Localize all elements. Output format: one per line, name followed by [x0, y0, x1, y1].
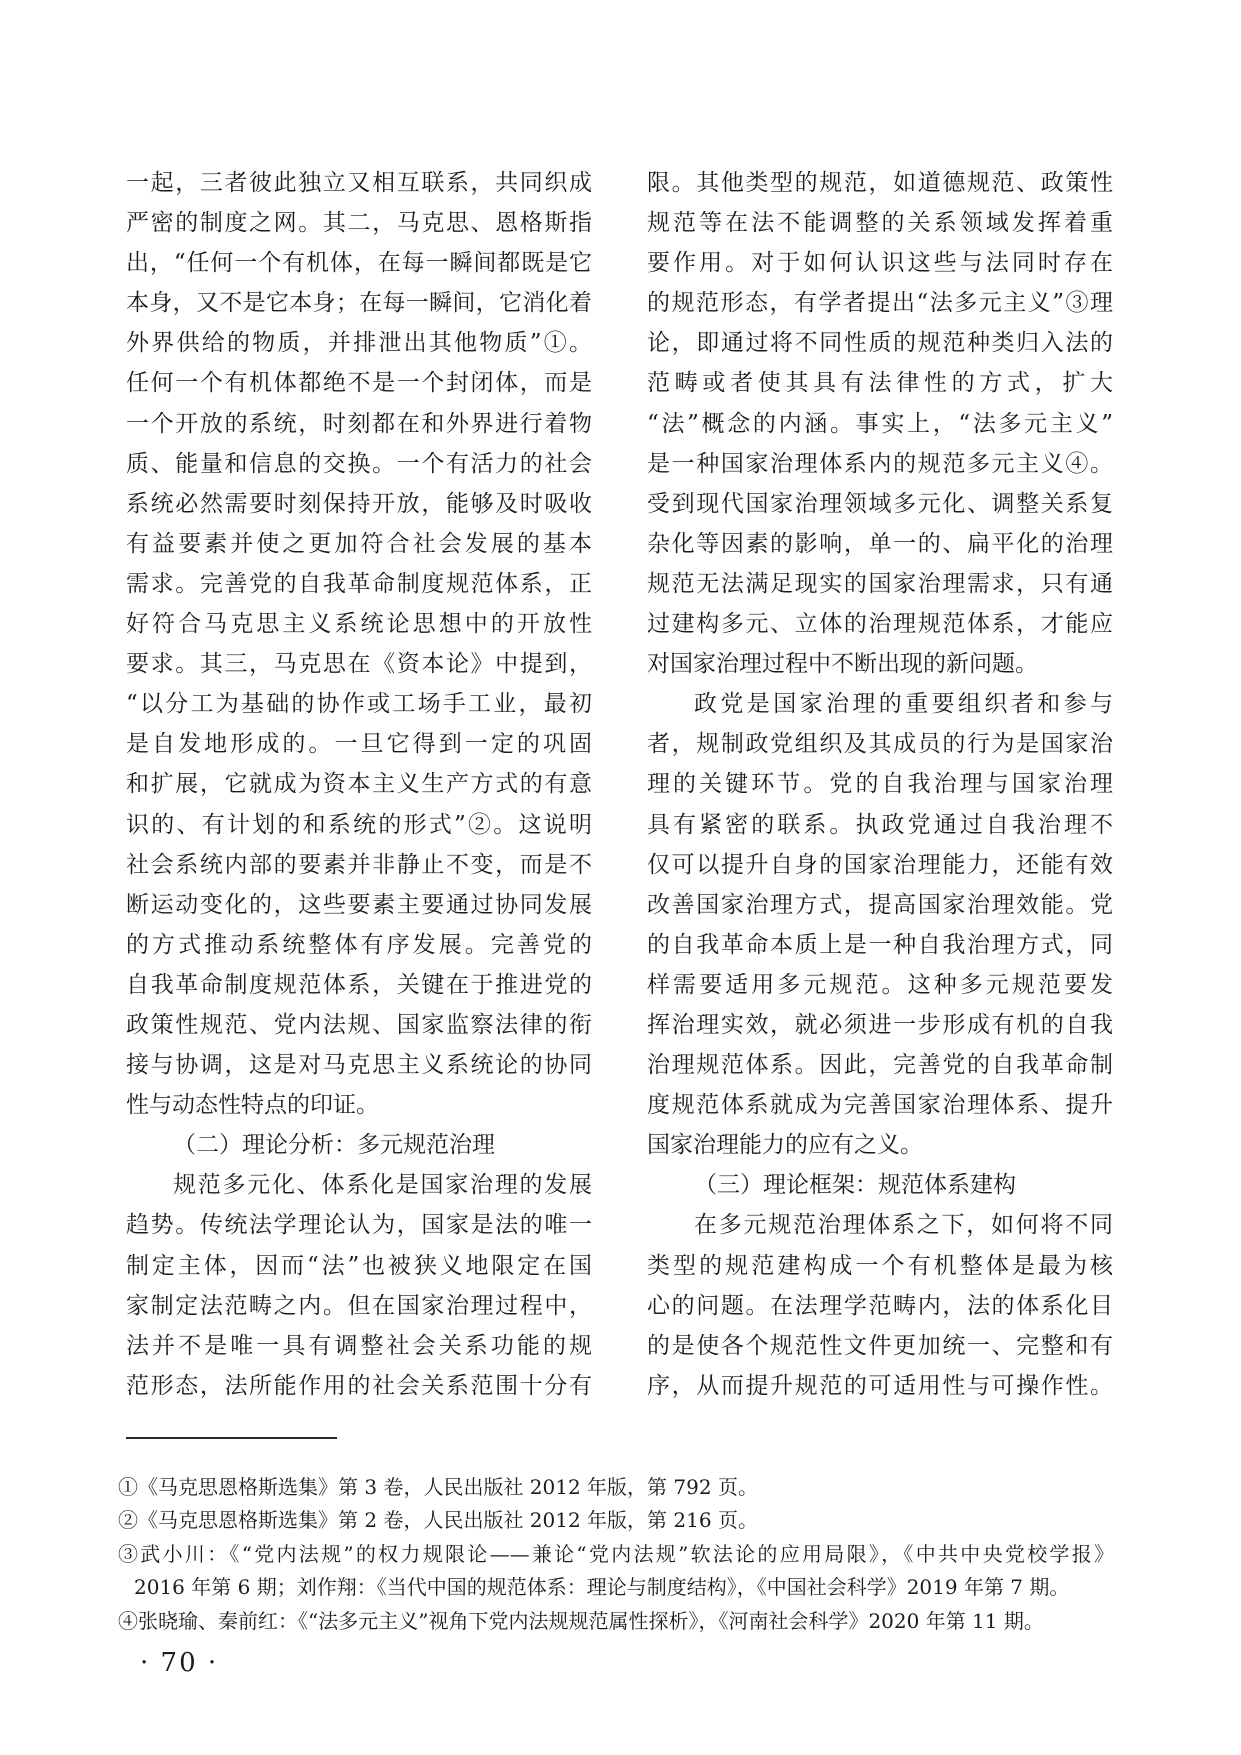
body-text-line: 受到现代国家治理领域多元化、调整关系复 [647, 490, 1113, 517]
body-text-line: 仅可以提升自身的国家治理能力，还能有效 [647, 851, 1113, 878]
body-text-line: 具有紧密的联系。执政党通过自我治理不 [647, 811, 1113, 838]
body-text-line: 类型的规范建构成一个有机整体是最为核 [647, 1252, 1113, 1279]
body-text-line: 范形态，法所能作用的社会关系范围十分有 [126, 1372, 592, 1399]
body-text-line: 有益要素并使之更加符合社会发展的基本 [126, 530, 592, 557]
body-text-line: 的自我革命本质上是一种自我治理方式，同 [647, 931, 1113, 958]
body-text-line: 政党是国家治理的重要组织者和参与 [694, 691, 1113, 718]
body-text-line: 出，“任何一个有机体，在每一瞬间都既是它 [126, 250, 592, 277]
page-number: · 70 · [140, 1648, 219, 1678]
body-text-line: （三）理论框架：规范体系建构 [694, 1172, 1016, 1199]
text-columns [126, 163, 1113, 1406]
footnotes-block [118, 1471, 1114, 1638]
body-text-line: 杂化等因素的影响，单一的、扁平化的治理 [647, 530, 1113, 557]
body-text-line: 和扩展，它就成为资本主义生产方式的有意 [126, 771, 592, 798]
body-text-line: 序，从而提升规范的可适用性与可操作性。 [647, 1372, 1113, 1399]
footnote-line: 2016 年第 6 期；刘作翔：《当代中国的规范体系：理论与制度结构》，《中国社会科学》2019 年第 7 期。 [134, 1575, 1070, 1600]
body-text-line: 度规范体系就成为完善国家治理体系、提升 [647, 1092, 1113, 1119]
body-text-line: 者，规制政党组织及其成员的行为是国家治 [647, 731, 1113, 758]
body-text-line: 一个开放的系统，时刻都在和外界进行着物 [126, 410, 592, 437]
body-text-line: 的规范形态，有学者提出“法多元主义”③理 [647, 290, 1113, 317]
body-text-line: 治理规范体系。因此，完善党的自我革命制 [647, 1052, 1113, 1079]
body-text-line: 趋势。传统法学理论认为，国家是法的唯一 [126, 1212, 592, 1239]
body-text-line: 识的、有计划的和系统的形式”②。这说明 [126, 811, 592, 838]
body-text-line: 样需要适用多元规范。这种多元规范要发 [647, 971, 1113, 998]
body-text-line: 的方式推动系统整体有序发展。完善党的 [126, 931, 592, 958]
body-text-line: 理的关键环节。党的自我治理与国家治理 [647, 771, 1113, 798]
body-text-line: 本身，又不是它本身；在每一瞬间，它消化着 [126, 290, 592, 317]
body-text-line: 外界供给的物质，并排泄出其他物质”①。 [126, 330, 592, 357]
body-text-line: 政策性规范、党内法规、国家监察法律的衔 [126, 1011, 592, 1038]
footnote-separator-rule [126, 1437, 337, 1439]
body-text-line: 规范等在法不能调整的关系领域发挥着重 [647, 210, 1113, 237]
body-text-line: 性与动态性特点的印证。 [126, 1092, 379, 1119]
body-text-line: 对国家治理过程中不断出现的新问题。 [647, 651, 1038, 678]
body-text-line: 要求。其三，马克思在《资本论》中提到， [126, 651, 592, 678]
body-text-line: 自我革命制度规范体系，关键在于推进党的 [126, 971, 592, 998]
body-text-line: 系统必然需要时刻保持开放，能够及时吸收 [126, 490, 592, 517]
body-text-line: 规范多元化、体系化是国家治理的发展 [173, 1172, 592, 1199]
body-text-line: 一起，三者彼此独立又相互联系，共同织成 [126, 170, 592, 196]
footnote-line: ①《马克思恩格斯选集》第 3 卷，人民出版社 2012 年版，第 792 页。 [118, 1475, 758, 1499]
body-text-line: 的是使各个规范性文件更加统一、完整和有 [647, 1332, 1113, 1359]
body-text-line: 需求。完善党的自我革命制度规范体系，正 [126, 570, 592, 597]
body-text-line: 限。其他类型的规范，如道德规范、政策性 [647, 170, 1113, 196]
body-text-line: “以分工为基础的协作或工场手工业，最初 [126, 691, 592, 718]
body-text-line: 改善国家治理方式，提高国家治理效能。党 [647, 891, 1113, 918]
body-text-line: 要作用。对于如何认识这些与法同时存在 [647, 250, 1113, 277]
body-text-line: “法”概念的内涵。事实上，“法多元主义” [647, 410, 1113, 437]
body-text-line: 在多元规范治理体系之下，如何将不同 [694, 1212, 1113, 1239]
body-text-line: 是自发地形成的。一旦它得到一定的巩固 [126, 731, 592, 758]
body-text-line: 规范无法满足现实的国家治理需求，只有通 [647, 570, 1113, 597]
body-text-line: 社会系统内部的要素并非静止不变，而是不 [126, 851, 592, 878]
body-text-line: 范畴或者使其具有法律性的方式，扩大 [647, 370, 1113, 397]
body-text-line: 制定主体，因而“法”也被狭义地限定在国 [126, 1252, 592, 1279]
body-text-line: 严密的制度之网。其二，马克思、恩格斯指 [126, 210, 592, 237]
body-text-line: 质、能量和信息的交换。一个有活力的社会 [126, 450, 592, 477]
text-column-left [126, 163, 592, 1406]
body-text-line: 是一种国家治理体系内的规范多元主义④。 [647, 450, 1113, 477]
body-text-line: 断运动变化的，这些要素主要通过协同发展 [126, 891, 592, 918]
body-text-line: 国家治理能力的应有之义。 [647, 1132, 923, 1159]
body-text-line: 家制定法范畴之内。但在国家治理过程中， [126, 1292, 592, 1319]
body-text-line: （二）理论分析：多元规范治理 [173, 1132, 495, 1159]
footnote-line: ④张晓瑜、秦前红：《“法多元主义”视角下党内法规规范属性探析》，《河南社会科学》2020 年第 11 期。 [118, 1608, 1044, 1633]
body-text-line: 任何一个有机体都绝不是一个封闭体，而是 [126, 370, 592, 397]
body-text-line: 挥治理实效，就必须进一步形成有机的自我 [647, 1011, 1113, 1038]
body-text-line: 心的问题。在法理学范畴内，法的体系化目 [647, 1292, 1113, 1319]
body-text-line: 过建构多元、立体的治理规范体系，才能应 [647, 611, 1113, 638]
text-column-right [647, 163, 1113, 1406]
footnote-line: ②《马克思恩格斯选集》第 2 卷，人民出版社 2012 年版，第 216 页。 [118, 1508, 758, 1533]
body-text-line: 接与协调，这是对马克思主义系统论的协同 [126, 1052, 592, 1079]
body-text-line: 法并不是唯一具有调整社会关系功能的规 [126, 1332, 592, 1359]
body-text-line: 论，即通过将不同性质的规范种类归入法的 [647, 330, 1113, 357]
body-text-line: 好符合马克思主义系统论思想中的开放性 [126, 611, 592, 638]
footnote-line: ③武小川：《“党内法规”的权力规限论——兼论“党内法规”软法论的应用局限》，《中共中央党校学报》 [118, 1541, 1114, 1566]
